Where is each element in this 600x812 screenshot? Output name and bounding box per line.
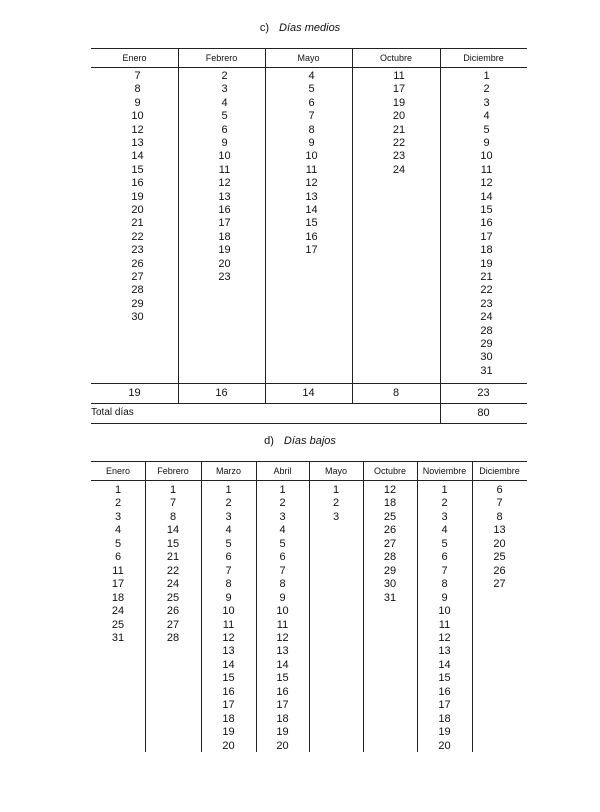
table-d-cell: 15 (438, 672, 451, 685)
table-c-header-mayo: Mayo (297, 53, 320, 63)
table-c-cell: 28 (480, 324, 493, 337)
table-d-cell: 25 (166, 591, 180, 604)
table-d-cell: 24 (166, 578, 180, 591)
table-d-cell: 9 (225, 591, 232, 604)
table-c-cell: 4 (221, 96, 228, 109)
table-c-cell: 4 (308, 70, 315, 82)
table-c-cell: 14 (131, 150, 144, 163)
table-c-header-rule (91, 67, 527, 68)
table-c-cell: 7 (134, 70, 141, 82)
table-c-cell: 6 (308, 96, 315, 109)
table-d-cell: 4 (225, 524, 232, 537)
table-c-cell: 17 (392, 83, 406, 96)
table-d-cell: 22 (166, 564, 180, 577)
table-d-cell: 31 (111, 631, 125, 644)
section-c-title (0, 21, 600, 35)
table-d-header-octubre: Octubre (373, 466, 406, 476)
table-d-cell: 1 (225, 484, 232, 496)
table-d-cell: 3 (114, 510, 122, 523)
table-c-cell: 10 (480, 150, 493, 163)
table-c-col-divider (352, 48, 353, 403)
table-d-cell: 14 (222, 658, 235, 671)
table-c-header-febrero: Febrero (205, 53, 238, 63)
table-c-cell: 2 (221, 70, 228, 82)
table-d-cell: 13 (438, 645, 451, 658)
table-d-cell: 19 (222, 726, 235, 739)
table-c-cell: 31 (480, 364, 493, 377)
table-c-cell: 23 (480, 297, 493, 310)
table-c-cell: 13 (218, 190, 231, 203)
table-d-cell: 14 (276, 658, 289, 671)
table-d-cell: 19 (438, 726, 451, 739)
table-d-cell: 17 (111, 578, 125, 591)
table-c-cell: 12 (218, 177, 231, 190)
table-d-cell: 5 (441, 537, 448, 550)
table-c-cell: 28 (131, 284, 144, 297)
table-d-cell: 28 (166, 631, 180, 644)
table-c-cell: 19 (218, 244, 231, 257)
table-c-cell: 21 (131, 217, 144, 230)
table-c-header-octubre: Octubre (379, 53, 412, 63)
table-c-cell: 21 (480, 271, 493, 283)
table-c-cell: 11 (305, 163, 318, 176)
table-c-cell: 23 (131, 244, 144, 257)
table-d-col-divider (201, 461, 202, 752)
table-d-cell: 15 (222, 672, 235, 685)
table-d-cell: 15 (276, 672, 289, 685)
table-d-cell: 30 (383, 578, 397, 591)
table-c-col-divider (440, 48, 441, 403)
table-d-cell: 25 (111, 618, 125, 631)
table-d-cell: 9 (279, 591, 286, 604)
table-d-cell: 15 (166, 537, 180, 550)
table-d-cell: 19 (276, 726, 289, 739)
table-d-cell: 7 (279, 564, 286, 577)
table-c-cell: 18 (480, 244, 493, 257)
table-d-cell: 12 (222, 631, 235, 644)
table-c-cell: 7 (308, 110, 315, 123)
table-c-column-total: 8 (392, 387, 400, 399)
table-c-cell: 17 (218, 217, 231, 230)
table-c-cell: 12 (480, 177, 493, 190)
table-d-cell: 1 (114, 484, 122, 496)
table-d-cell: 16 (222, 685, 235, 698)
table-d-header-abril: Abril (273, 466, 292, 476)
table-d-cell: 16 (438, 685, 451, 698)
table-c-cell: 11 (218, 163, 231, 176)
table-d-cell: 25 (493, 551, 506, 564)
table-c-cell: 5 (483, 123, 490, 136)
table-d-cell: 27 (166, 618, 180, 631)
table-d-cell: 6 (225, 551, 232, 564)
table-c-cell: 8 (134, 83, 141, 96)
table-d-col-divider (309, 461, 310, 752)
table-c-cell: 3 (483, 96, 490, 109)
table-c-cell: 12 (131, 123, 144, 136)
table-d-cell: 14 (166, 524, 180, 537)
table-d-cell: 31 (383, 591, 397, 604)
table-c-cell: 19 (480, 257, 493, 270)
table-c-header-diciembre: Diciembre (463, 53, 504, 63)
table-d-cell: 11 (276, 618, 289, 631)
table-c-cell: 13 (305, 190, 318, 203)
table-c-cell: 20 (392, 110, 406, 123)
table-c-cell: 15 (131, 163, 144, 176)
table-c-body-rule (91, 383, 527, 384)
table-c-header-enero: Enero (122, 53, 147, 63)
table-d-col-divider (363, 461, 364, 752)
table-d-cell: 8 (225, 578, 232, 591)
table-d-header-mayo: Mayo (324, 466, 347, 476)
table-c-cell: 15 (305, 217, 318, 230)
table-c-cell: 19 (392, 96, 406, 109)
table-d-cell: 4 (279, 524, 286, 537)
table-d-cell: 18 (111, 591, 125, 604)
table-c-cell: 14 (480, 190, 493, 203)
table-c-cell: 22 (131, 230, 144, 243)
table-d-cell: 7 (441, 564, 448, 577)
table-c-cell: 12 (305, 177, 318, 190)
table-c-cell: 10 (131, 110, 144, 123)
table-d-cell: 25 (383, 510, 397, 523)
table-d-cell: 20 (438, 739, 451, 752)
table-d-cell: 20 (222, 739, 235, 752)
table-d-cell: 27 (493, 578, 506, 591)
table-d-cell: 14 (438, 658, 451, 671)
table-d-header-marzo: Marzo (215, 466, 241, 476)
table-c-cell: 20 (131, 204, 144, 216)
table-c-cell: 20 (218, 257, 231, 270)
table-d-cell: 2 (332, 497, 340, 510)
table-d-cell: 3 (279, 510, 286, 523)
table-c-totals-rule (91, 403, 527, 404)
table-c-cell: 29 (480, 338, 493, 350)
table-c-cell: 13 (131, 137, 144, 149)
table-c-bottom-rule (91, 423, 527, 424)
table-d-cell: 7 (496, 497, 503, 510)
table-d-cell: 21 (166, 551, 180, 564)
table-c-col-divider (265, 48, 266, 403)
table-d-cell: 13 (222, 645, 235, 658)
table-d-cell: 18 (383, 497, 397, 510)
table-c-cell: 5 (308, 83, 315, 96)
section-d-title (0, 434, 600, 448)
table-c-cell: 9 (483, 137, 490, 149)
table-d-cell: 26 (383, 524, 397, 537)
table-d-cell: 3 (441, 510, 448, 523)
table-d-col-divider (256, 461, 257, 752)
table-c-cell: 17 (480, 230, 493, 243)
table-d-cell: 5 (225, 537, 232, 550)
table-c-cell: 24 (480, 311, 493, 324)
table-d-cell: 1 (279, 484, 286, 496)
table-d-cell: 11 (112, 564, 124, 577)
table-d-col-divider (145, 461, 146, 752)
table-d-cell: 26 (493, 564, 506, 577)
table-c-cell: 29 (131, 297, 144, 310)
table-c-cell: 24 (392, 163, 406, 176)
table-d-cell: 10 (276, 605, 289, 618)
table-d-cell: 2 (279, 497, 286, 510)
table-d-cell: 8 (441, 578, 448, 591)
table-c-cell: 10 (218, 150, 231, 163)
table-c-cell: 16 (218, 204, 231, 216)
table-d-header-febrero: Febrero (157, 466, 189, 476)
table-d-cell: 20 (276, 739, 289, 752)
table-d-cell: 18 (438, 712, 451, 725)
table-c-cell: 22 (480, 284, 493, 297)
table-c-column-total: 23 (477, 387, 490, 399)
table-d-header-diciembre: Diciembre (479, 466, 520, 476)
table-c-cell: 3 (221, 83, 228, 96)
table-d-cell: 24 (111, 605, 125, 618)
table-d-cell: 1 (332, 484, 340, 496)
table-c-cell: 27 (131, 271, 144, 283)
table-d-cell: 7 (225, 564, 232, 577)
table-c-cell: 10 (305, 150, 318, 163)
table-c-cell: 16 (305, 230, 318, 243)
table-c-cell: 11 (480, 163, 493, 176)
table-c-column-total: 19 (128, 387, 141, 399)
table-c-cell: 22 (392, 137, 406, 149)
table-c-column-total: 14 (302, 387, 315, 399)
table-d-cell: 11 (438, 618, 451, 631)
table-c-cell: 9 (134, 96, 141, 109)
table-d-cell: 17 (438, 699, 451, 712)
table-c-cell: 30 (131, 311, 144, 324)
table-d-cell: 6 (496, 484, 503, 496)
table-d-cell: 10 (438, 605, 451, 618)
table-d-cell: 5 (114, 537, 122, 550)
table-c-cell: 19 (131, 190, 144, 203)
table-c-cell: 18 (218, 230, 231, 243)
table-d-cell: 5 (279, 537, 286, 550)
table-d-cell: 3 (332, 510, 340, 523)
table-d-cell: 8 (496, 510, 503, 523)
table-d-cell: 18 (222, 712, 235, 725)
table-d-cell: 17 (276, 699, 289, 712)
table-d-cell: 12 (438, 631, 451, 644)
table-d-cell: 2 (225, 497, 232, 510)
table-c-cell: 16 (480, 217, 493, 230)
table-c-cell: 23 (392, 150, 406, 163)
table-d-cell: 4 (114, 524, 122, 537)
table-d-cell: 27 (383, 537, 397, 550)
table-c-cell: 16 (131, 177, 144, 190)
table-d-cell: 26 (166, 605, 180, 618)
table-c-top-rule (91, 48, 527, 49)
table-c-column-total: 16 (215, 387, 228, 399)
table-d-col-divider (417, 461, 418, 752)
table-c-cell: 26 (131, 257, 144, 270)
table-c-cell: 1 (483, 70, 490, 82)
table-d-header-enero: Enero (105, 466, 131, 476)
table-d-cell: 4 (441, 524, 448, 537)
section-d-letter: d) (264, 435, 274, 447)
table-c-cell: 8 (308, 123, 315, 136)
table-d-cell: 9 (441, 591, 448, 604)
table-c-total-label: Total días (91, 407, 134, 418)
table-c-cell: 21 (392, 123, 406, 136)
table-d-cell: 6 (441, 551, 448, 564)
table-c-cell: 15 (480, 204, 493, 216)
table-d-cell: 7 (169, 497, 177, 510)
table-d-cell: 29 (383, 564, 397, 577)
table-d-cell: 11 (222, 618, 235, 631)
table-d-cell: 6 (279, 551, 286, 564)
table-d-cell: 18 (276, 712, 289, 725)
table-d-cell: 12 (276, 631, 289, 644)
table-c-cell: 6 (221, 123, 228, 136)
table-d-cell: 6 (114, 551, 122, 564)
section-c-name: Días medios (279, 22, 341, 34)
table-c-cell: 2 (483, 83, 490, 96)
table-c-cell: 5 (221, 110, 228, 123)
table-d-header-noviembre: Noviembre (422, 466, 467, 476)
table-d-cell: 2 (441, 497, 448, 510)
table-c-cell: 14 (305, 204, 318, 216)
table-c-cell: 11 (393, 70, 405, 82)
table-d-cell: 20 (493, 537, 506, 550)
table-d-cell: 8 (279, 578, 286, 591)
table-c-total-value: 80 (477, 407, 490, 419)
table-d-cell: 3 (225, 510, 232, 523)
section-c-letter: c) (259, 22, 269, 34)
table-d-cell: 12 (383, 484, 397, 496)
table-c-cell: 9 (308, 137, 315, 149)
table-d-cell: 28 (383, 551, 397, 564)
table-d-cell: 2 (114, 497, 122, 510)
table-c-col-divider (178, 48, 179, 403)
table-c-cell: 4 (483, 110, 490, 123)
table-d-cell: 1 (169, 484, 177, 496)
table-d-cell: 10 (222, 605, 235, 618)
table-d-cell: 13 (276, 645, 289, 658)
table-d-cell: 13 (493, 524, 506, 537)
table-c-cell: 17 (305, 244, 318, 257)
table-d-cell: 8 (169, 510, 177, 523)
section-d-name: Días bajos (283, 435, 336, 447)
table-d-cell: 1 (441, 484, 448, 496)
table-d-cell: 16 (276, 685, 289, 698)
table-d-cell: 17 (222, 699, 235, 712)
table-c-cell: 30 (480, 351, 493, 364)
table-c-cell: 9 (221, 137, 228, 149)
table-d-col-divider (472, 461, 473, 752)
table-c-cell: 23 (218, 271, 231, 283)
